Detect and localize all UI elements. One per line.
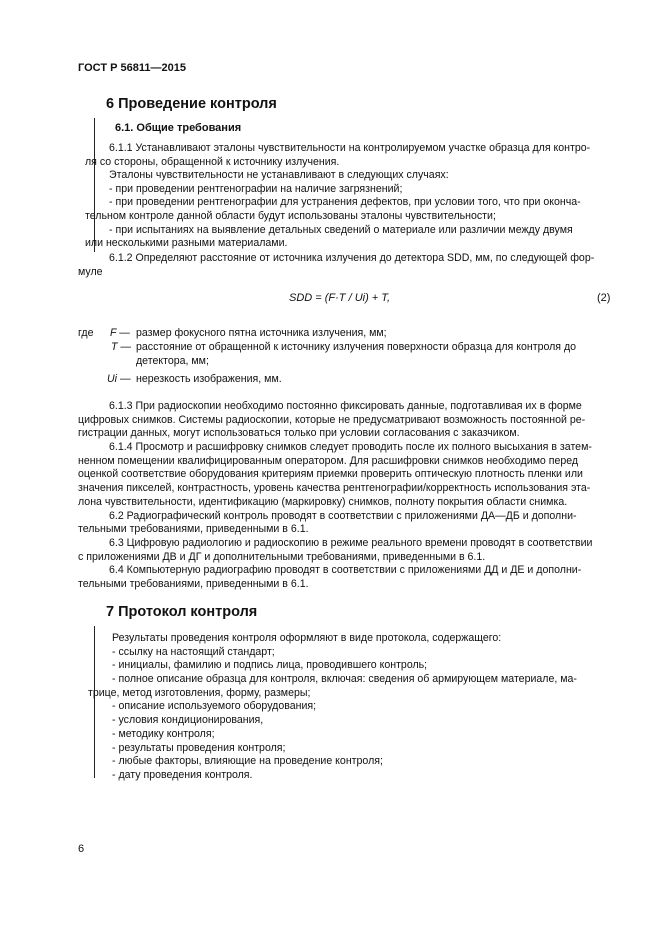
def-symbol-t: T — [111,341,132,353]
text-line: трице, метод изготовления, форму, размеры; [88,686,311,699]
formula-number: (2) [597,292,611,304]
list-item: - инициалы, фамилию и подпись лица, проводившего контроль; [112,659,428,672]
text-line: 6.1.3 При радиоскопии необходимо постоянно фиксировать данные, подготавливая их в форме [109,400,582,412]
text-line: гистрации данных, могут использоваться только при условии согласования с заказчиком. [78,427,520,440]
text-line: лона чувствительности, идентификацию (маркировку) снимков, полноту покрытия области снимка. [78,495,568,508]
text-line: - при испытаниях на выявление детальных сведений о материале или различии между двумя [109,223,573,236]
text-line: тельными требованиями, приведенными в 6.1. [78,577,309,590]
where-label: где [78,327,94,339]
text-line: оценкой соответствие оборудования критериям приемки проверить оптическую плотность пленки или [78,468,583,481]
paragraph-6-1-2 [78,252,614,279]
list-item: - условия кондиционирования, [112,714,264,727]
paragraphs-6-1-3-to-6-4 [78,400,614,592]
def-text-t: расстояние от обращенной к источнику излучения поверхности образца для контроля до [136,341,577,353]
def-text-ui: нерезкость изображения, мм. [136,373,282,385]
list-item: - методику контроля; [112,727,215,740]
text-line: или несколькими разными материалами. [85,237,288,250]
text-line: с приложениями ДВ и ДГ и дополнительными требованиями, приведенными в 6.1. [78,550,486,563]
text-line: - при проведении рентгенографии на наличие загрязнений; [109,182,403,195]
text-line: 6.2 Радиографический контроль проводят в соответствии с приложениями ДА—ДБ и дополни- [109,509,577,522]
text-line: 6.3 Цифровую радиологию и радиоскопию в режиме реального времени проводят в соответствии [109,536,593,549]
text-line: тельном контроле данной области будут использованы эталоны чувствительности; [85,210,496,223]
list-item: - результаты проведения контроля; [112,741,286,754]
paragraph-6-1-1 [85,142,614,169]
text-line: - при проведении рентгенографии для устранения дефектов, при условии того, что при оконча- [109,196,581,209]
standard-header: ГОСТ Р 56811—2015 [78,62,186,74]
def-text-f: размер фокусного пятна источника излучения, мм; [136,327,387,339]
page-number: 6 [78,843,85,855]
text-line: тельными требованиями, приведенными в 6.1. [78,523,309,536]
list-item: - полное описание образца для контроля, включая: сведения об армирующем материале, ма- [112,673,577,686]
subsection-6-1-title: 6.1. Общие требования [115,122,242,134]
def-symbol-f: F — [110,327,130,339]
text-line: 6.1.1 Устанавливают эталоны чувствительности на контролируемом участке образца для контро- [109,142,591,154]
text-line: муле [78,265,103,278]
def-symbol-ui: Ui — [107,373,131,385]
formula-sdd: SDD = (F·T / Ui) + T, [289,292,391,304]
list-item: - ссылку на настоящий стандарт; [112,645,275,658]
section-7-title: 7 Протокол контроля [106,604,258,620]
list-item: - дату проведения контроля. [112,768,253,781]
list-item: - любые факторы, влияющие на проведение контроля; [112,755,383,768]
text-line: 6.1.2 Определяют расстояние от источника излучения до детектора SDD, мм, по следующей фор- [109,252,595,264]
text-line: ненном помещении квалифицированным оператором. Для расшифровки снимков необходимо перед [78,454,579,467]
def-text-t-cont: детектора, мм; [136,355,209,367]
text-line: ля со стороны, обращенной к источнику излучения. [85,155,340,168]
text-line: Эталоны чувствительности не устанавливают в следующих случаях: [109,169,449,181]
text-line: Результаты проведения контроля оформляют в виде протокола, содержащего: [112,632,502,644]
text-line: 6.1.4 Просмотр и расшифровку снимков следует проводить после их полного высыхания в затем- [109,441,592,454]
list-item: - описание используемого оборудования; [112,700,317,713]
paragraph-exceptions [85,169,614,251]
text-line: 6.4 Компьютерную радиографию проводят в соответствии с приложениями ДД и ДЕ и дополни- [109,564,582,577]
text-line: значения пикселей, контрастность, уровень качества рентгенографии/корректность использования эта- [78,482,591,495]
text-line: цифровых снимков. Системы радиоскопии, которые не предусматривают возможность постоянной ре- [78,413,586,426]
protocol-contents [88,632,614,783]
section-6-title: 6 Проведение контроля [106,96,277,112]
